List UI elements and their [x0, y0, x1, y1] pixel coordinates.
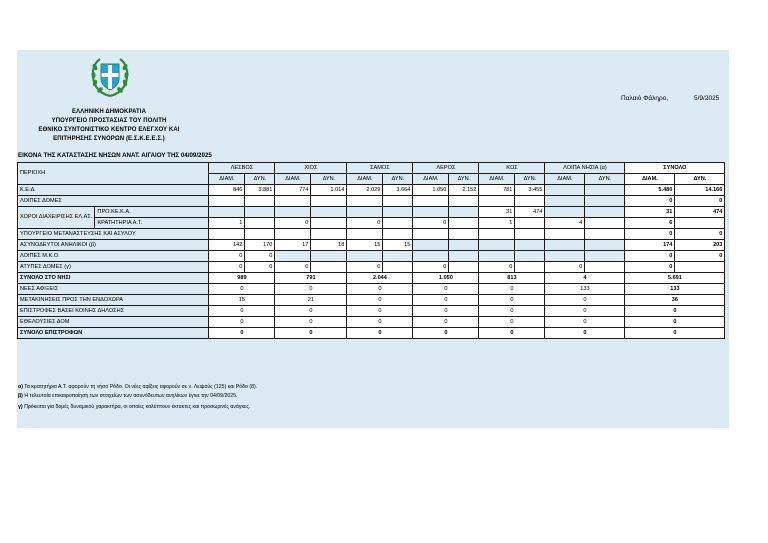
value-cell [585, 251, 625, 262]
subheader-dyn: ΔΥΝ. [449, 174, 479, 185]
island-header-leros: ΛΕΡΟΣ [413, 163, 479, 174]
value-cell [245, 196, 275, 207]
table-row [18, 295, 725, 306]
value-cell: 846 [209, 185, 245, 196]
summary-cell: 989 [209, 273, 275, 284]
value-cell [479, 196, 515, 207]
value-cell: 3.881 [245, 185, 275, 196]
value-cell: 6 [625, 218, 675, 229]
value-cell [347, 229, 383, 240]
summary-cell: 0 [209, 306, 275, 317]
value-cell: 15 [383, 240, 413, 251]
value-cell: 15 [347, 240, 383, 251]
summary-cell: 791 [275, 273, 347, 284]
summary-cell: 4 [545, 273, 625, 284]
value-cell [209, 196, 245, 207]
value-cell [311, 262, 347, 273]
table-row [18, 273, 725, 284]
summary-cell: 0 [545, 306, 625, 317]
row-label: ΑΤΥΠΕΣ ΔΟΜΕΣ (γ) [18, 262, 209, 273]
value-cell: 781 [479, 185, 515, 196]
value-cell: 0 [479, 262, 515, 273]
summary-cell: 0 [625, 317, 725, 328]
value-cell [515, 240, 545, 251]
value-cell [311, 207, 347, 218]
value-cell: 0 [245, 262, 275, 273]
value-cell [275, 196, 311, 207]
value-cell [275, 251, 311, 262]
value-cell: 4 [545, 218, 585, 229]
value-cell [449, 207, 479, 218]
value-cell [449, 229, 479, 240]
value-cell: 31 [625, 207, 675, 218]
hellenic-republic-emblem-icon [89, 55, 131, 99]
subheader-diam: ΔΙΑΜ. [347, 174, 383, 185]
table-title: ΕΙΚΟΝΑ ΤΗΣ ΚΑΤΑΣΤΑΣΗΣ ΝΗΣΩΝ ΑΝΑΤ. ΑΙΓΑΙΟΥ ΤΗΣ 04/09/2025 [18, 152, 212, 159]
row-group-label: ΧΩΡΟΙ ΔΙΑΧΕΙΡΙΣΗΣ ΕΛ.ΑΣ. [18, 207, 95, 229]
summary-cell: 0 [209, 317, 275, 328]
summary-cell: 0 [347, 306, 413, 317]
row-sublabel: ΠΡΟ.ΚΕ.Κ.Α. [95, 207, 209, 218]
note-c [18, 403, 250, 411]
summary-cell: 1.050 [413, 273, 479, 284]
summary-cell: 21 [275, 295, 347, 306]
value-cell [413, 196, 449, 207]
summary-cell: 0 [479, 295, 545, 306]
value-cell: 0 [347, 218, 383, 229]
row-label: Κ.Ε.Δ. [18, 185, 209, 196]
value-cell [209, 229, 245, 240]
value-cell [383, 262, 413, 273]
summary-cell: 0 [347, 295, 413, 306]
value-cell [545, 251, 585, 262]
value-cell: 0 [625, 229, 675, 240]
summary-cell: 0 [413, 284, 479, 295]
row-label: ΣΥΝΟΛΟ ΕΠΙΣΤΡΟΦΩΝ [18, 328, 209, 339]
subheader-dyn: ΔΥΝ. [675, 174, 725, 185]
value-cell [545, 229, 585, 240]
subheader-dyn: ΔΥΝ. [515, 174, 545, 185]
row-label: ΛΟΙΠΕΣ Μ.Κ.Ο. [18, 251, 209, 262]
value-cell: 0 [347, 262, 383, 273]
summary-cell: 36 [625, 295, 725, 306]
value-cell [545, 185, 585, 196]
island-header-samos: ΣΑΜΟΣ [347, 163, 413, 174]
header-line-2: ΥΠΟΥΡΓΕΙΟ ΠΡΟΣΤΑΣΙΑΣ ΤΟΥ ΠΟΛΙΤΗ [51, 118, 167, 124]
value-cell [545, 207, 585, 218]
value-cell [675, 218, 725, 229]
status-table [17, 162, 725, 339]
summary-cell: 0 [479, 328, 545, 339]
value-cell [413, 251, 449, 262]
table-row [18, 207, 725, 218]
subheader-diam: ΔΙΑΜ. [625, 174, 675, 185]
value-cell: 0 [275, 218, 311, 229]
value-cell [275, 207, 311, 218]
summary-cell: 0 [209, 328, 275, 339]
subheader-diam: ΔΙΑΜ. [413, 174, 449, 185]
row-label: ΝΕΕΣ ΑΦΙΞΕΙΣ [18, 284, 209, 295]
value-cell: 0 [209, 251, 245, 262]
value-cell [545, 196, 585, 207]
value-cell: 31 [479, 207, 515, 218]
subheader-diam: ΔΙΑΜ. [545, 174, 585, 185]
summary-cell: 0 [545, 295, 625, 306]
place-label: Παλαιό Φάληρο, [621, 95, 669, 102]
summary-cell: 0 [347, 284, 413, 295]
value-cell [383, 229, 413, 240]
value-cell: 3.455 [515, 185, 545, 196]
summary-cell: 813 [479, 273, 545, 284]
island-header-chios: ΧΙΟΣ [275, 163, 347, 174]
value-cell: 474 [675, 207, 725, 218]
value-cell [413, 207, 449, 218]
summary-cell: 133 [545, 284, 625, 295]
note-a [18, 383, 257, 391]
value-cell: 474 [515, 207, 545, 218]
value-cell: 174 [625, 240, 675, 251]
value-cell [311, 229, 347, 240]
value-cell [585, 218, 625, 229]
value-cell: 170 [245, 240, 275, 251]
summary-cell: 133 [625, 284, 725, 295]
value-cell [245, 207, 275, 218]
value-cell: 203 [675, 240, 725, 251]
header-line-4: ΕΠΙΤΗΡΗΣΗΣ ΣΥΝΟΡΩΝ (Ε.Σ.Κ.Ε.Ε.Σ.) [53, 136, 165, 142]
value-cell [449, 218, 479, 229]
value-cell [479, 229, 515, 240]
summary-cell: 0 [413, 317, 479, 328]
row-label: ΥΠΟΥΡΓΕΙΟ ΜΕΤΑΝΑΣΤΕΥΣΗΣ ΚΑΙ ΑΣΥΛΟΥ [18, 229, 209, 240]
island-header-kos: ΚΩΣ [479, 163, 545, 174]
island-header-total: ΣΥΝΟΛΟ [625, 163, 725, 174]
summary-cell: 0 [479, 284, 545, 295]
value-cell: 0 [413, 262, 449, 273]
value-cell [275, 229, 311, 240]
value-cell: 0 [545, 262, 585, 273]
summary-cell: 15 [209, 295, 275, 306]
value-cell: 5.480 [625, 185, 675, 196]
value-cell: 1.050 [413, 185, 449, 196]
row-label: ΕΠΙΣΤΡΟΦΕΣ ΒΑΣΕΙ ΚΟΙΝΗΣ ΔΗΛΩΣΗΣ [18, 306, 209, 317]
value-cell [585, 185, 625, 196]
value-cell: 18 [311, 240, 347, 251]
summary-cell: 0 [275, 317, 347, 328]
summary-cell: 0 [413, 328, 479, 339]
value-cell [311, 196, 347, 207]
value-cell [515, 196, 545, 207]
value-cell [449, 251, 479, 262]
subheader-dyn: ΔΥΝ. [245, 174, 275, 185]
value-cell [585, 207, 625, 218]
subheader-dyn: ΔΥΝ. [585, 174, 625, 185]
value-cell [383, 207, 413, 218]
value-cell: 142 [209, 240, 245, 251]
value-cell [209, 207, 245, 218]
table-row [18, 218, 725, 229]
value-cell [449, 196, 479, 207]
value-cell: 774 [275, 185, 311, 196]
row-label: ΛΟΙΠΕΣ ΔΟΜΕΣ [18, 196, 209, 207]
value-cell [449, 262, 479, 273]
table-row [18, 317, 725, 328]
value-cell [413, 229, 449, 240]
value-cell: 17 [275, 240, 311, 251]
note-b-mark: β) [18, 393, 23, 399]
value-cell [515, 262, 545, 273]
note-a-mark: α) [18, 384, 23, 390]
value-cell: 2.152 [449, 185, 479, 196]
value-cell: 0 [245, 251, 275, 262]
header-line-1: ΕΛΛΗΝΙΚΗ ΔΗΜΟΚΡΑΤΙΑ [71, 109, 147, 115]
table-row [18, 185, 725, 196]
note-c-mark: γ) [18, 404, 23, 410]
value-cell [545, 240, 585, 251]
table-row [18, 240, 725, 251]
value-cell [245, 229, 275, 240]
value-cell [245, 218, 275, 229]
summary-cell: 0 [209, 284, 275, 295]
summary-cell: 0 [347, 328, 413, 339]
value-cell: 1 [479, 218, 515, 229]
value-cell [585, 262, 625, 273]
island-header-other: ΛΟΙΠΑ ΝΗΣΙΑ (α) [545, 163, 625, 174]
table-row [18, 229, 725, 240]
value-cell: 2.029 [347, 185, 383, 196]
value-cell: 0 [625, 251, 675, 262]
table-row [18, 251, 725, 262]
region-header: ΠΕΡΙΟΧΗ [18, 163, 209, 185]
value-cell [585, 229, 625, 240]
date-label: 5/9/2025 [694, 95, 720, 102]
value-cell [383, 251, 413, 262]
summary-cell: 0 [545, 328, 625, 339]
summary-cell: 0 [625, 306, 725, 317]
header-line-3: ΕΘΝΙΚΟ ΣΥΝΤΟΝΙΣΤΙΚΟ ΚΕΝΤΡΟ ΕΛΕΓΧΟΥ ΚΑΙ [38, 127, 180, 133]
value-cell [515, 218, 545, 229]
subheader-dyn: ΔΥΝ. [383, 174, 413, 185]
table-row [18, 196, 725, 207]
table-row [18, 284, 725, 295]
row-label: ΕΘΕΛΟΥΣΙΕΣ ΔΟΜ [18, 317, 209, 328]
summary-cell: 0 [413, 295, 479, 306]
value-cell [311, 251, 347, 262]
summary-cell: 0 [275, 306, 347, 317]
summary-cell: 0 [275, 328, 347, 339]
summary-cell: 0 [413, 306, 479, 317]
summary-cell: 0 [625, 328, 725, 339]
value-cell [479, 251, 515, 262]
note-c-text: Πρόκειται για δομές δυναμικού χαρακτήρα, οι οποίες καλύπτουν έκτακτες και προσωρινές ανάγκες. [22, 404, 251, 410]
summary-cell: 0 [479, 317, 545, 328]
subheader-diam: ΔΙΑΜ. [275, 174, 311, 185]
value-cell: 0 [675, 251, 725, 262]
value-cell: 0 [675, 229, 725, 240]
value-cell [479, 240, 515, 251]
note-a-text: Τα κρατητήρια Α.Τ. αφορούν τη νήσο Ρόδο. Οι νέες αφίξεις αφορούν σε ν. Λειψούς (125) και Ρόδο (8). [22, 384, 258, 390]
value-cell: 0 [675, 196, 725, 207]
value-cell [449, 240, 479, 251]
value-cell [675, 262, 725, 273]
table-row [18, 328, 725, 339]
note-b-text: Η τελευταία επικαιροποίηση των στοιχείων των ασυνόδευτων ανηλίκων έγινε την 04/09/2025. [22, 393, 238, 399]
subheader-diam: ΔΙΑΜ. [209, 174, 245, 185]
value-cell [311, 218, 347, 229]
row-label: ΑΣΥΝΟΔΕΥΤΟΙ ΑΝΗΛΙΚΟΙ (β) [18, 240, 209, 251]
table-row [18, 262, 725, 273]
value-cell: 0 [275, 262, 311, 273]
value-cell: 1 [209, 218, 245, 229]
summary-cell: 0 [347, 317, 413, 328]
value-cell [585, 196, 625, 207]
row-label: ΣΥΝΟΛΟ ΣΤΟ ΝΗΣΙ [18, 273, 209, 284]
value-cell: 0 [625, 196, 675, 207]
value-cell [383, 196, 413, 207]
summary-cell: 0 [275, 284, 347, 295]
summary-cell: 2.044 [347, 273, 413, 284]
value-cell: 0 [413, 218, 449, 229]
value-cell [585, 240, 625, 251]
status-table-body [18, 163, 725, 339]
value-cell [515, 229, 545, 240]
value-cell: 1.014 [311, 185, 347, 196]
island-header-lesvos: ΛΕΣΒΟΣ [209, 163, 275, 174]
subheader-diam: ΔΙΑΜ. [479, 174, 515, 185]
note-b [18, 392, 238, 400]
table-row [18, 306, 725, 317]
value-cell: 0 [625, 262, 675, 273]
summary-cell: 0 [479, 306, 545, 317]
value-cell [347, 196, 383, 207]
summary-cell: 0 [545, 317, 625, 328]
value-cell [515, 251, 545, 262]
value-cell [347, 207, 383, 218]
row-label: ΜΕΤΑΚΙΝΗΣΕΙΣ ΠΡΟΣ ΤΗΝ ΕΝΔΟΧΩΡΑ [18, 295, 209, 306]
value-cell: 0 [209, 262, 245, 273]
summary-cell: 5.691 [625, 273, 725, 284]
value-cell [413, 240, 449, 251]
value-cell: 14.166 [675, 185, 725, 196]
value-cell [347, 251, 383, 262]
value-cell: 3.664 [383, 185, 413, 196]
row-sublabel: ΚΡΑΤΗΤΗΡΙΑ Α.Τ. [95, 218, 209, 229]
subheader-dyn: ΔΥΝ. [311, 174, 347, 185]
value-cell [383, 218, 413, 229]
